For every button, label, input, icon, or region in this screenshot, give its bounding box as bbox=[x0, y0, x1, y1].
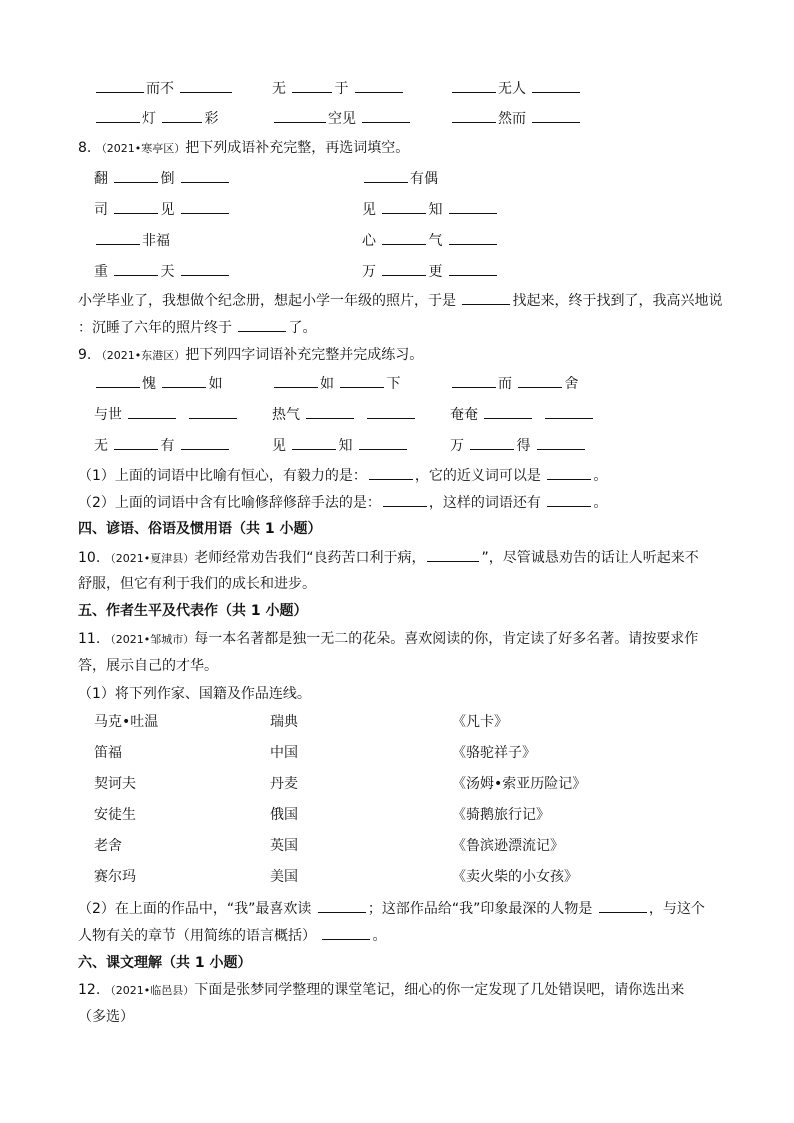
question-prompt: 把下列成语补充完整，再选词填空。 bbox=[185, 140, 410, 156]
word-part: 热气 bbox=[272, 407, 300, 423]
word-part: 万 bbox=[450, 438, 464, 454]
blank bbox=[292, 435, 336, 450]
blank bbox=[238, 317, 286, 332]
text: ，它的近义词可以是 bbox=[414, 468, 541, 484]
blank bbox=[96, 230, 140, 245]
blank bbox=[449, 261, 497, 276]
word-part: 万 bbox=[362, 264, 376, 280]
word-part: 见 bbox=[160, 202, 175, 218]
text: 老师经常劝告我们“良药苦口利于病， bbox=[194, 550, 426, 566]
blank bbox=[274, 373, 318, 388]
blank bbox=[449, 230, 497, 245]
blank bbox=[383, 492, 427, 507]
section-heading: 五、作者生平及代表作（共 1 小题） bbox=[78, 603, 308, 619]
blank bbox=[355, 78, 403, 93]
word-part: 奄奄 bbox=[450, 407, 478, 423]
question-source: （2021•东港区） bbox=[95, 349, 186, 362]
word-part: 而不 bbox=[146, 81, 174, 97]
blank bbox=[449, 199, 497, 214]
q10-line-2: 舒服，但它有利于我们的成长和进步。 bbox=[78, 576, 316, 592]
work: 《骆驼祥子》 bbox=[452, 745, 536, 761]
question-source: （2021•邹城市） bbox=[104, 633, 195, 646]
author: 老舍 bbox=[94, 838, 122, 854]
blank bbox=[114, 261, 158, 276]
blank bbox=[382, 199, 426, 214]
blank bbox=[547, 465, 591, 480]
text: 下面是张梦同学整理的课堂笔记，细心的你一定发现了几处错误吧，请你选出来 bbox=[194, 982, 685, 998]
blank bbox=[181, 435, 229, 450]
blank bbox=[364, 168, 408, 183]
word-part: 而 bbox=[498, 376, 512, 392]
q12-line-1 bbox=[78, 980, 684, 1000]
text: 了。 bbox=[288, 320, 317, 336]
blank bbox=[452, 373, 496, 388]
text: （1）上面的词语中比喻有恒心，有毅力的是： bbox=[78, 468, 367, 484]
author: 契诃夫 bbox=[94, 776, 136, 792]
question-number: 8. bbox=[78, 140, 92, 156]
q11-line-1 bbox=[78, 629, 698, 649]
q9-sub-2 bbox=[78, 492, 607, 512]
question-number: 10. bbox=[78, 550, 101, 566]
text: 。 bbox=[593, 468, 608, 484]
blank bbox=[367, 404, 415, 419]
work: 《凡卡》 bbox=[452, 714, 508, 730]
q11-sub-1: （1）将下列作家、国籍及作品连线。 bbox=[78, 686, 311, 702]
blank bbox=[427, 547, 479, 562]
text: ”，尽管诚恳劝告的话让人听起来不 bbox=[481, 550, 699, 566]
blank bbox=[362, 108, 410, 123]
word-part: 然而 bbox=[498, 111, 526, 127]
word-part: 心 bbox=[362, 233, 376, 249]
q12-line-2: （多选） bbox=[78, 1009, 134, 1025]
country: 美国 bbox=[270, 869, 298, 885]
country: 丹麦 bbox=[270, 776, 298, 792]
word-part: 有 bbox=[160, 438, 175, 454]
blank bbox=[518, 373, 562, 388]
work: 《卖火柴的小女孩》 bbox=[452, 869, 578, 885]
word-part: 与世 bbox=[94, 407, 122, 423]
text: ：沉睡了六年的照片终于 bbox=[78, 320, 232, 336]
text: 小学毕业了，我想做个纪念册，想起小学一年级的照片，于是 bbox=[78, 293, 456, 309]
word-part: 舍 bbox=[564, 376, 579, 392]
q11-line-2: 答，展示自己的才华。 bbox=[78, 658, 218, 674]
blank bbox=[545, 404, 593, 419]
blank bbox=[274, 108, 326, 123]
blank bbox=[96, 373, 140, 388]
blank bbox=[292, 78, 332, 93]
q8-header bbox=[78, 138, 409, 158]
country: 中国 bbox=[270, 745, 298, 761]
word-part: 灯 bbox=[142, 111, 156, 127]
blank bbox=[382, 230, 426, 245]
blank bbox=[322, 925, 370, 940]
work: 《汤姆•索亚历险记》 bbox=[452, 776, 587, 792]
word-part: 重 bbox=[94, 264, 108, 280]
text: 人物有关的章节（用简练的语言概括） bbox=[78, 928, 316, 944]
blank bbox=[114, 168, 158, 183]
blank bbox=[181, 261, 229, 276]
word-part: 非福 bbox=[142, 233, 170, 249]
author: 安徒生 bbox=[94, 807, 136, 823]
blank bbox=[532, 108, 580, 123]
country: 俄国 bbox=[270, 807, 298, 823]
word-part: 于 bbox=[334, 81, 349, 97]
blank bbox=[452, 78, 496, 93]
text: 。 bbox=[593, 495, 608, 511]
word-part: 知 bbox=[428, 202, 443, 218]
text: （2）在上面的作品中，“我”最喜欢读 bbox=[78, 901, 312, 917]
author: 笛福 bbox=[94, 745, 122, 761]
blank bbox=[452, 108, 496, 123]
word-part: 无人 bbox=[498, 81, 526, 97]
question-prompt: 把下列四字词语补充完整并完成练习。 bbox=[185, 347, 424, 363]
word-part: 翻 bbox=[94, 171, 108, 187]
blank bbox=[318, 898, 366, 913]
q8-fill-line-1 bbox=[78, 290, 722, 310]
word-part: 更 bbox=[428, 264, 443, 280]
blank bbox=[532, 78, 580, 93]
blank bbox=[114, 435, 158, 450]
q10-line-1 bbox=[78, 547, 699, 567]
text: ，这样的词语还有 bbox=[428, 495, 541, 511]
blank bbox=[114, 199, 158, 214]
text: ，与这个 bbox=[648, 901, 705, 917]
question-number: 12. bbox=[78, 982, 101, 998]
work: 《骑鹅旅行记》 bbox=[452, 807, 550, 823]
text: （2）上面的词语中含有比喻修辞修辞手法的是： bbox=[78, 495, 381, 511]
blank bbox=[599, 898, 647, 913]
word-part: 得 bbox=[516, 438, 531, 454]
blank bbox=[382, 261, 426, 276]
text: 每一本名著都是独一无二的花朵。喜欢阅读的你，肯定读了好多名著。请按要求作 bbox=[194, 631, 699, 647]
word-part: 彩 bbox=[204, 111, 219, 127]
word-part: 无 bbox=[272, 81, 286, 97]
question-source: （2021•夏津县） bbox=[104, 552, 195, 565]
word-part: 无 bbox=[94, 438, 108, 454]
q9-sub-1 bbox=[78, 465, 607, 485]
blank bbox=[470, 435, 514, 450]
blank bbox=[484, 404, 532, 419]
word-part: 愧 bbox=[142, 376, 156, 392]
blank bbox=[340, 373, 384, 388]
blank bbox=[547, 492, 591, 507]
blank bbox=[306, 404, 354, 419]
q11-sub-2-line-1 bbox=[78, 898, 705, 918]
blank bbox=[181, 168, 229, 183]
country: 瑞典 bbox=[270, 714, 298, 730]
blank bbox=[369, 465, 413, 480]
question-source: （2021•寒亭区） bbox=[95, 142, 186, 155]
word-part: 倒 bbox=[160, 171, 175, 187]
word-part: 见 bbox=[362, 202, 376, 218]
q9-header bbox=[78, 345, 423, 365]
blank bbox=[96, 78, 144, 93]
word-part: 如 bbox=[320, 376, 334, 392]
text: 找起来，终于找到了，我高兴地说 bbox=[512, 293, 723, 309]
question-source: （2021•临邑县） bbox=[104, 984, 195, 997]
word-part: 气 bbox=[428, 233, 443, 249]
word-part: 下 bbox=[386, 376, 401, 392]
blank bbox=[181, 199, 229, 214]
author: 马克•吐温 bbox=[94, 714, 159, 730]
q8-fill-line-2 bbox=[78, 317, 316, 337]
country: 英国 bbox=[270, 838, 298, 854]
blank bbox=[189, 404, 237, 419]
section-heading: 六、课文理解（共 1 小题） bbox=[78, 955, 252, 971]
blank bbox=[180, 78, 232, 93]
word-part: 司 bbox=[94, 202, 108, 218]
text: ；这部作品给“我”印象最深的人物是 bbox=[367, 901, 593, 917]
section-heading: 四、谚语、俗语及惯用语（共 1 小题） bbox=[78, 521, 322, 537]
author: 赛尔玛 bbox=[94, 869, 136, 885]
question-number: 9. bbox=[78, 347, 92, 363]
word-part: 如 bbox=[208, 376, 223, 392]
word-part: 见 bbox=[272, 438, 286, 454]
word-part: 知 bbox=[338, 438, 353, 454]
q11-sub-2-line-2 bbox=[78, 925, 386, 945]
word-part: 有偶 bbox=[410, 171, 438, 187]
word-part: 空见 bbox=[328, 111, 356, 127]
blank bbox=[462, 290, 510, 305]
work: 《鲁滨逊漂流记》 bbox=[452, 838, 564, 854]
blank bbox=[128, 404, 176, 419]
blank bbox=[359, 435, 407, 450]
blank bbox=[96, 108, 140, 123]
blank bbox=[162, 373, 206, 388]
question-number: 11. bbox=[78, 631, 101, 647]
text: 。 bbox=[372, 928, 387, 944]
word-part: 天 bbox=[160, 264, 175, 280]
blank bbox=[162, 108, 202, 123]
blank bbox=[537, 435, 585, 450]
